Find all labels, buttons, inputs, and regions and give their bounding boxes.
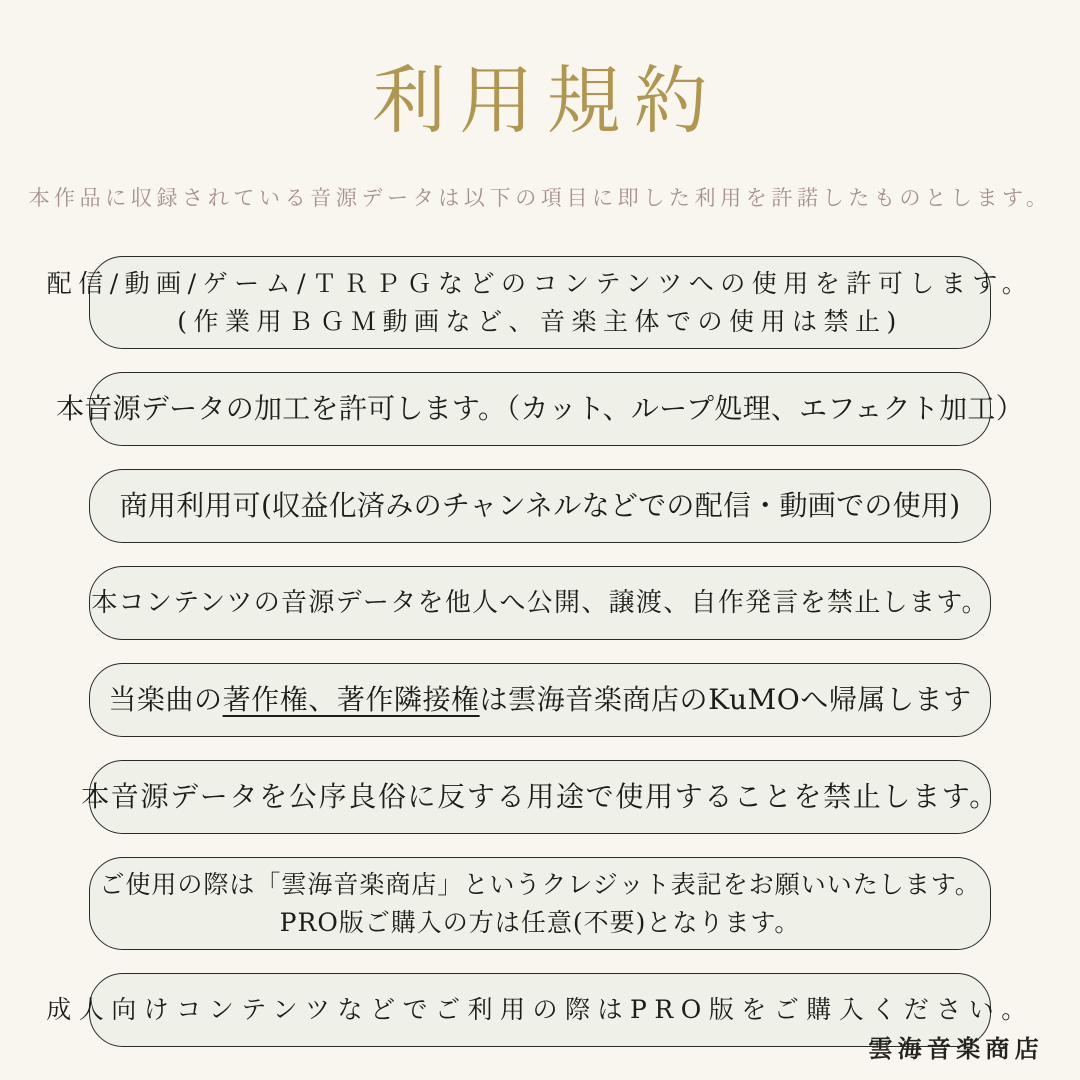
terms-item-text [108,679,971,721]
terms-item-text: ご使用の際は「雲海音楽商店」というクレジット表記をお願いいたします。 [99,870,981,899]
terms-item-text: 配信/動画/ゲーム/ＴＲＰＧなどのコンテンツへの使用を許可します。 [46,269,1034,298]
terms-item-copyright [89,663,991,737]
terms-item-credit-notation [89,857,991,950]
terms-item-text: 本コンテンツの音源データを他人へ公開、譲渡、自作発言を禁止します。 [91,587,989,618]
terms-item-text: (作業用ＢＧＭ動画など、音楽主体での使用は禁止) [177,306,903,336]
copyright-underlined-text: 著作権、著作隣接権 [222,683,480,716]
copyright-suffix: は雲海音楽商店のKuMOへ帰属します [479,683,972,716]
terms-item-adult-content [46,973,1034,1047]
terms-list [46,256,1034,1047]
terms-item-text: 本音源データを公序良俗に反する用途で使用することを禁止します。 [81,780,999,813]
terms-item-public-order [81,760,999,834]
terms-item-text: 商用利用可(収益化済みのチャンネルなどでの配信・動画での使用) [119,489,961,522]
terms-item-text: 本音源データの加工を許可します。（カット、ループ処理、エフェクト加工） [56,392,1024,425]
terms-item-editing-permission [56,372,1024,446]
brand-signature: 雲海音楽商店 [868,1034,1044,1063]
copyright-prefix: 当楽曲の [108,683,223,716]
terms-item-text: 成人向けコンテンツなどでご利用の際はPRO版をご購入ください。 [46,995,1034,1025]
terms-item-redistribution-prohibited [89,566,991,640]
terms-item-commercial-use [89,469,991,543]
page-subtitle: 本作品に収録されている音源データは以下の項目に即した利用を許諾したものとします。 [28,186,1052,210]
terms-item-usage-permission [46,256,1034,349]
page-title: 利用規約 [372,58,722,144]
terms-item-text: PRO版ご購入の方は任意(不要)となります。 [279,907,801,937]
